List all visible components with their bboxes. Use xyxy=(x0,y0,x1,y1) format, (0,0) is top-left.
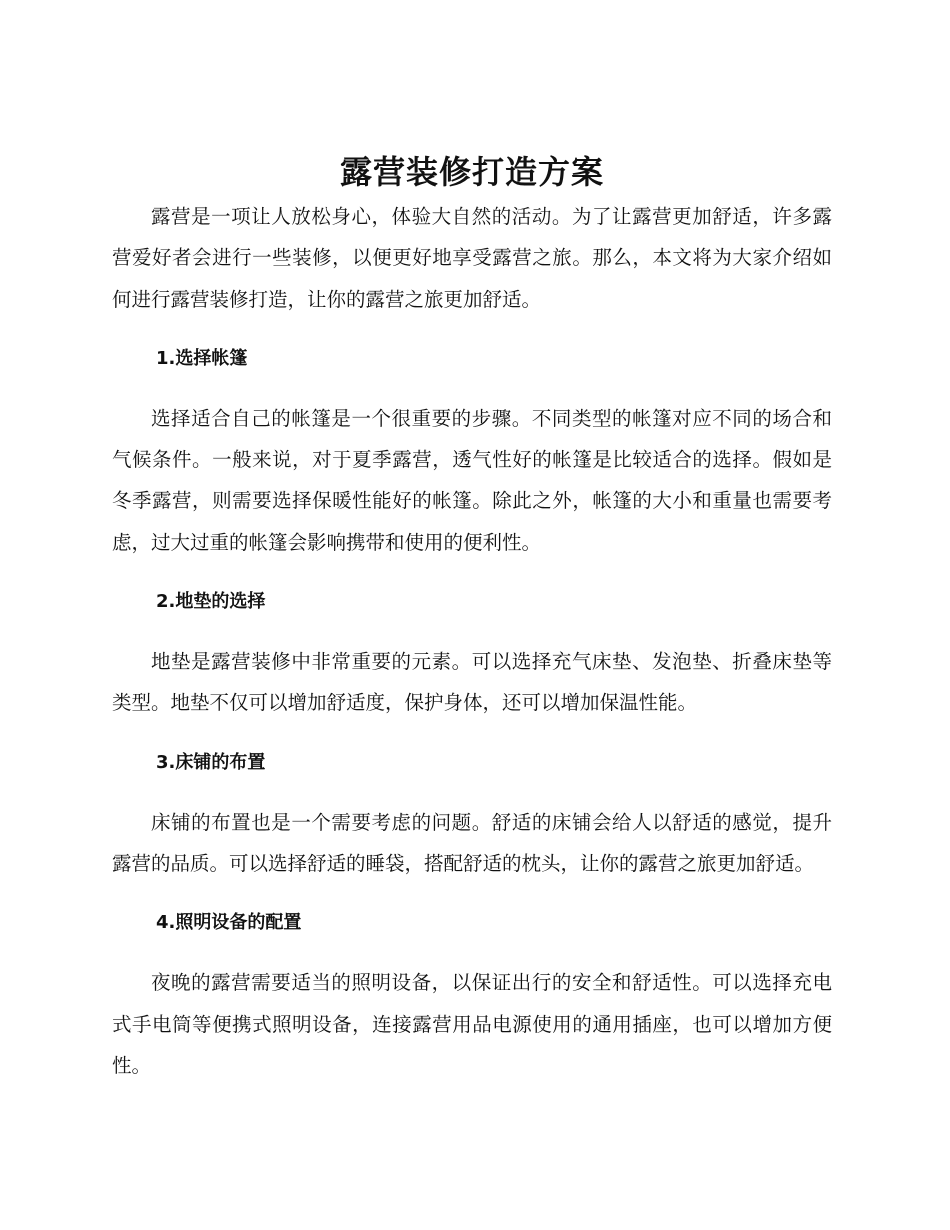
document-title: 露营装修打造方案 xyxy=(339,153,604,191)
section-body-lighting: 夜晚的露营需要适当的照明设备，以保证出行的安全和舒适性。可以选择充电式手电筒等便携式照明设备，连接露营用品电源使用的通用插座，也可以增加方便性。 xyxy=(112,971,832,1077)
intro-paragraph: 露营是一项让人放松身心，体验大自然的活动。为了让露营更加舒适，许多露营爱好者会进行一些装修，以便更好地享受露营之旅。那么，本文将为大家介绍如何进行露营装修打造，让你的露营之旅更加舒适。 xyxy=(112,205,832,311)
section-heading-tent: 1.选择帐篷 xyxy=(156,347,248,369)
section-body-tent: 选择适合自己的帐篷是一个很重要的步骤。不同类型的帐篷对应不同的场合和气候条件。一般来说，对于夏季露营，透气性好的帐篷是比较适合的选择。假如是冬季露营，则需要选择保暖性能好的帐篷。除此之外，帐篷的大小和重量也需要考虑，过大过重的帐篷会影响携带和使用的便利性。 xyxy=(112,406,832,554)
section-heading-ground-mat: 2.地垫的选择 xyxy=(156,591,266,613)
section-heading-lighting: 4.照明设备的配置 xyxy=(156,912,302,934)
section-body-bedding: 床铺的布置也是一个需要考虑的问题。舒适的床铺会给人以舒适的感觉，提升露营的品质。可以选择舒适的睡袋，搭配舒适的枕头，让你的露营之旅更加舒适。 xyxy=(112,810,832,875)
section-heading-bedding: 3.床铺的布置 xyxy=(156,751,266,773)
section-body-ground-mat: 地垫是露营装修中非常重要的元素。可以选择充气床垫、发泡垫、折叠床垫等类型。地垫不仅可以增加舒适度，保护身体，还可以增加保温性能。 xyxy=(112,650,832,715)
